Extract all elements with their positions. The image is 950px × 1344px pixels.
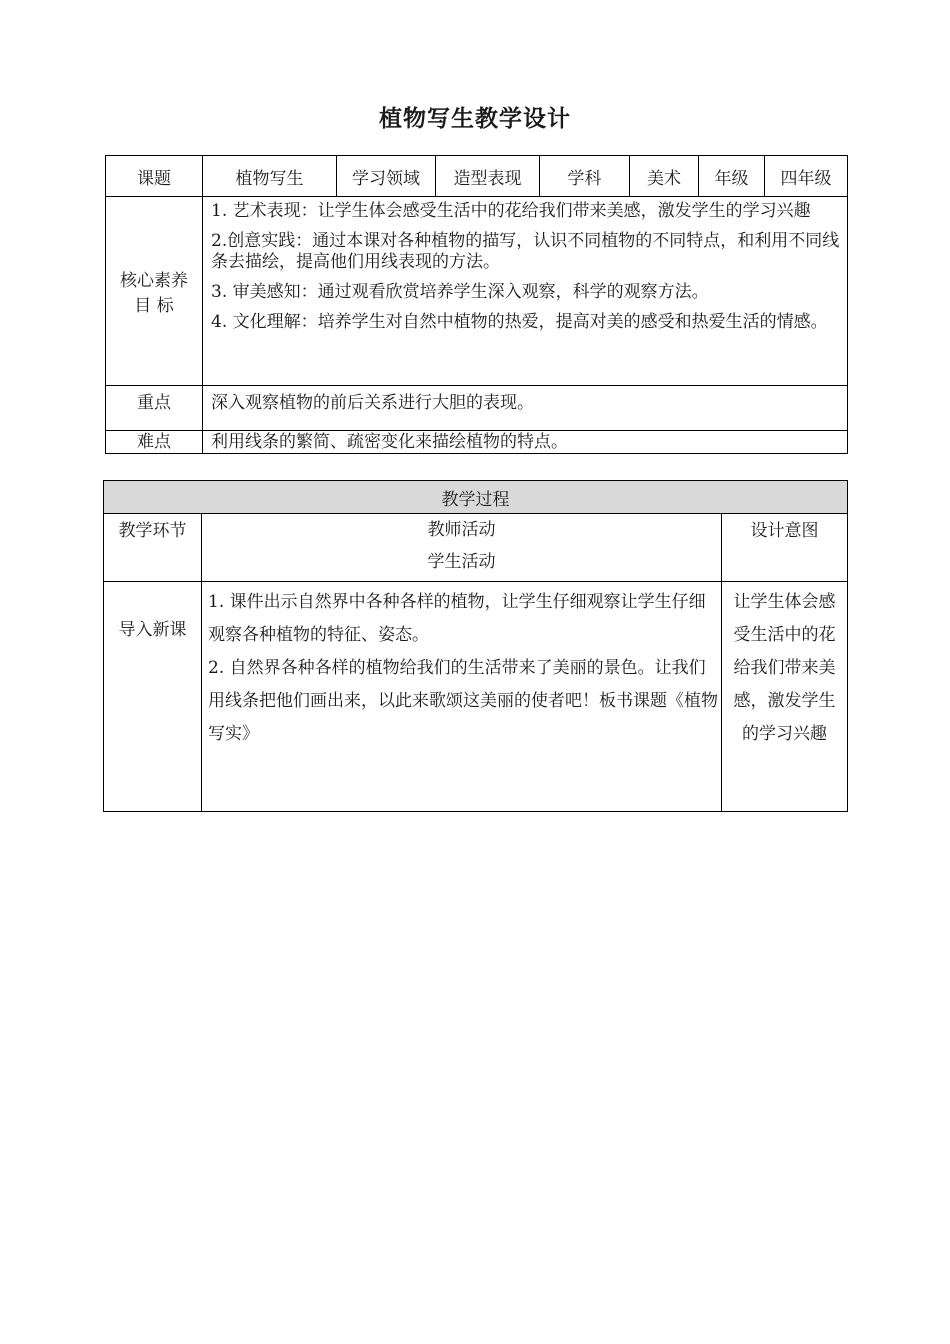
activities-cell [202,582,722,812]
grade-value: 四年级 [765,156,848,197]
key-label: 重点 [106,386,203,431]
goal-text: 培养学生深入观察，科学的观察方法。 [419,282,709,302]
goals-label [106,197,203,386]
activity-item [208,652,721,751]
domain-value: 造型表现 [436,156,540,197]
col-student: 学生活动 [427,552,496,572]
goal-text: 让学生体会感受生活中的花给我们带来美感，激发学生的学习兴趣 [317,201,811,221]
difficulty-label: 难点 [106,431,203,454]
goal-prefix: 1. 艺术表现： [211,201,318,221]
subject-label: 学科 [540,156,630,197]
goals-row [106,197,848,386]
goal-item [211,201,841,222]
difficulty-prefix: 利用线条 [211,432,279,452]
col-teacher: 教师活动 [427,520,496,540]
col-intent: 设计意图 [722,514,848,582]
goal-item [211,231,841,273]
info-header-row [106,156,848,197]
goal-item [211,312,841,333]
col-stage: 教学环节 [104,514,202,582]
intent-cell [722,582,848,812]
goal-prefix: 4. 文化理解： [211,312,318,332]
key-point-row [106,386,848,431]
difficulty-content [203,431,848,454]
goal-text: 培养学生对自然中植物的热爱，提高对美的感受和热爱生活的情感。 [317,312,828,332]
difficulty-value: 的繁简、疏密变化来描绘植物的特点。 [279,432,568,452]
subject-value: 美术 [630,156,699,197]
domain-label: 学习领域 [337,156,436,197]
page-title [0,100,950,133]
title-plain: 植物写生 [379,106,475,132]
activity-text: 自然界各种各样的植物给我们的生活带来了美丽的景色。让我们用线条把他们画出来，以此来歌颂这美丽的使者吧！板书课题《植物写实》 [208,658,718,744]
col-activities [202,514,722,582]
activity-number: 1. [208,592,225,612]
topic-value: 植物写生 [203,156,337,197]
topic-label: 课题 [106,156,203,197]
goal-text: 通过本课对各种植物的描写，认识不同植物的不同特点，和利用不同线条去描绘，提高他们用线表现的方法。 [211,231,840,272]
activity-text: 课件出示自然界中各种各样的植物，让学生仔细观察让学生仔细观察各种植物的特征、姿态。 [208,592,706,645]
stage-cell: 导入新课 [104,582,202,812]
key-value: 深入观察植物的前后关系进行大胆的表现。 [203,386,848,431]
goals-label-line1: 核心素养 [120,271,188,291]
lesson-info-table [105,155,848,454]
intent-text: 让学生体会感受生活中的花给我们带来美感，激发学生的学习兴趣 [733,592,836,744]
grade-label: 年级 [699,156,765,197]
activity-number: 2. [208,658,225,678]
process-row [104,582,848,812]
difficulty-row [106,431,848,454]
goal-item [211,282,841,303]
teaching-process-table [103,480,848,812]
process-header: 教学过程 [104,481,848,514]
goal-prefix: 2.创意实践： [211,231,313,251]
goals-label-line2: 目 标 [134,296,174,316]
goals-content [203,197,848,386]
process-columns-row [104,514,848,582]
process-header-row [104,481,848,514]
goal-prefix: 3. 审美感知：通过观看欣赏 [211,282,420,302]
title-bold: 教学设计 [475,106,571,132]
activity-item [208,586,721,652]
